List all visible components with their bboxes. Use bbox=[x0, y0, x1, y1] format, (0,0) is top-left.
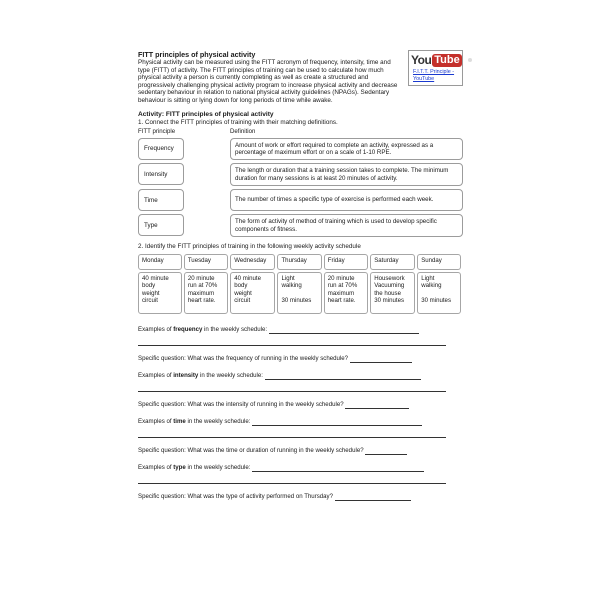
intensity-specific-question: Specific question: What was the intensity of running in the weekly schedule? bbox=[138, 401, 463, 409]
type-specific-blank[interactable] bbox=[335, 494, 411, 501]
schedule-cell: 40 minute body weight circuit bbox=[230, 272, 275, 314]
answer-line[interactable] bbox=[138, 390, 446, 392]
term-box[interactable]: Type bbox=[138, 214, 184, 236]
frequency-examples-line: Examples of frequency in the weekly schedule: bbox=[138, 326, 463, 334]
col-principle: FITT principle bbox=[138, 127, 176, 135]
page-title: FITT principles of physical activity bbox=[138, 50, 256, 59]
time-answer-blank[interactable] bbox=[252, 419, 422, 426]
day-header: Wednesday bbox=[230, 254, 275, 270]
schedule-cell: 20 minute run at 70% maximum heart rate. bbox=[324, 272, 368, 314]
answer-line[interactable] bbox=[138, 344, 446, 346]
answer-line[interactable] bbox=[138, 482, 446, 484]
definition-box[interactable]: The number of times a specific type of exercise is performed each week. bbox=[230, 189, 463, 211]
definition-box[interactable]: The length or duration that a training session takes to complete. The minimum duration for many sessions is at least 20 minutes of activity. bbox=[230, 163, 463, 186]
worksheet-page bbox=[138, 50, 463, 501]
youtube-link-box[interactable] bbox=[408, 50, 463, 86]
time-examples-line: Examples of time in the weekly schedule: bbox=[138, 418, 463, 426]
frequency-specific-question: Specific question: What was the frequency of running in the weekly schedule? bbox=[138, 355, 463, 363]
type-answer-blank[interactable] bbox=[252, 465, 424, 472]
question-2: 2. Identify the FITT principles of training in the following weekly activity schedule bbox=[138, 243, 361, 250]
time-specific-blank[interactable] bbox=[365, 448, 407, 455]
youtube-link[interactable]: F.I.T.T. Principle - YouTube bbox=[413, 69, 455, 82]
schedule-cell: Housework Vacuuming the house 30 minutes bbox=[370, 272, 415, 314]
intensity-answer-blank[interactable] bbox=[265, 373, 421, 380]
question-1: 1. Connect the FITT principles of training with their matching definitions. bbox=[138, 118, 338, 126]
youtube-logo: You Tube bbox=[411, 53, 460, 67]
activity-title: Activity: FITT principles of physical activity bbox=[138, 110, 274, 118]
schedule-cell: 20 minute run at 70% maximum heart rate. bbox=[184, 272, 228, 314]
day-header: Monday bbox=[138, 254, 182, 270]
definition-box[interactable]: Amount of work or effort required to complete an activity, expressed as a percentage of maximum effort or on a scale of 1-10 RPE. bbox=[230, 138, 463, 161]
intensity-specific-blank[interactable] bbox=[345, 402, 409, 409]
match-row bbox=[138, 138, 463, 161]
weekly-schedule-table bbox=[136, 252, 463, 316]
term-box[interactable]: Frequency bbox=[138, 138, 184, 160]
definition-box[interactable]: The form of activity of method of training which is used to develop specific components of fitness. bbox=[230, 214, 463, 237]
term-box[interactable]: Time bbox=[138, 189, 184, 211]
intensity-examples-line: Examples of intensity in the weekly schedule: bbox=[138, 372, 463, 380]
schedule-cell: 40 minute body weight circuit bbox=[138, 272, 182, 314]
frequency-specific-blank[interactable] bbox=[350, 356, 412, 363]
match-row bbox=[138, 189, 463, 211]
term-box[interactable]: Intensity bbox=[138, 163, 184, 185]
schedule-cell: Light walking 30 minutes bbox=[277, 272, 321, 314]
schedule-cell: Light walking 30 minutes bbox=[417, 272, 461, 314]
match-row bbox=[138, 163, 463, 186]
day-header: Sunday bbox=[417, 254, 461, 270]
col-definition: Definition bbox=[230, 127, 256, 135]
column-headers bbox=[138, 128, 463, 135]
day-header: Saturday bbox=[370, 254, 415, 270]
day-header: Thursday bbox=[277, 254, 321, 270]
type-examples-line: Examples of type in the weekly schedule: bbox=[138, 464, 463, 472]
intro-paragraph: Physical activity can be measured using the FITT acronym of frequency, intensity, time and type (FITT) of activity. The FITT principles of training can be used to calculate how much physical activity a person is currently completing as well as create a structured and progressively challenging physical activity program to increase physical activity and decrease sedentary behaviour in relation to national physical activity guidelines (NPAGs). Sedentary behaviour is sitting or lying down for long periods of time while awake. bbox=[138, 59, 398, 104]
type-specific-question: Specific question: What was the type of activity performed on Thursday? bbox=[138, 493, 463, 501]
day-header: Tuesday bbox=[184, 254, 228, 270]
day-header: Friday bbox=[324, 254, 368, 270]
frequency-answer-blank[interactable] bbox=[269, 327, 419, 334]
match-row bbox=[138, 214, 463, 237]
answer-line[interactable] bbox=[138, 436, 446, 438]
time-specific-question: Specific question: What was the time or duration of running in the weekly schedule? bbox=[138, 447, 463, 455]
